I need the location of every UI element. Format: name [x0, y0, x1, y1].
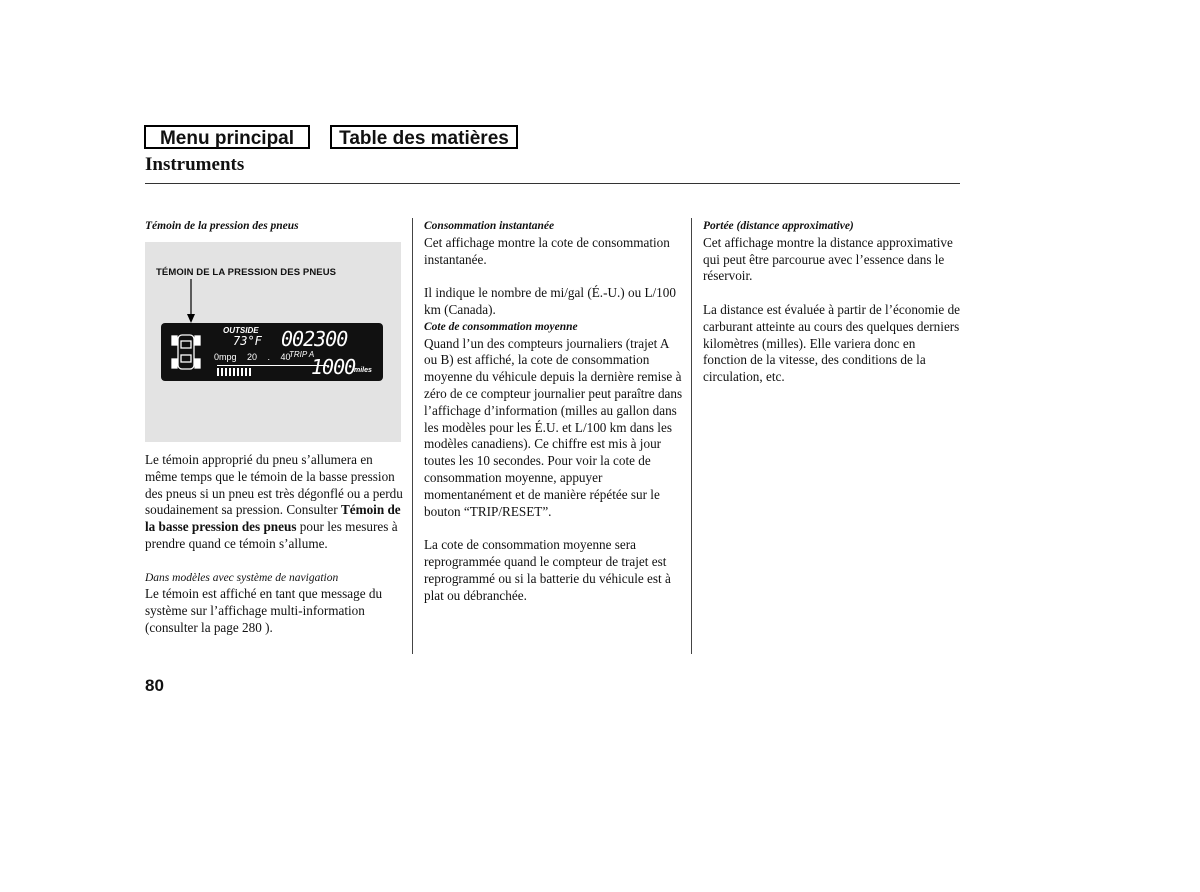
tire-pressure-figure [145, 242, 401, 442]
average-consumption-heading: Cote de consommation moyenne [424, 320, 578, 333]
mpg-scale: 0mpg 20 . 40 [214, 352, 291, 362]
range-p2: La distance est évaluée à partir de l’économie de carburant atteinte au cours des quelques derniers kilomètres (milles). Elle variera donc en fonction de la vitesse, des conditions de la circulation, etc. [703, 301, 961, 385]
trip-readout: 1000 [311, 355, 356, 379]
lcd-display [161, 323, 383, 381]
tire-car-icon [172, 335, 200, 369]
average-consumption-p2: La cote de consommation moyenne sera reprogrammée quand le compteur de trajet est reprogrammé ou si la batterie du véhicule est à plat ou débranchée. [424, 537, 671, 603]
navigation-paragraph: Le témoin est affiché en tant que message du système sur l’affichage multi-information (consulter la page 280 ). [145, 586, 383, 635]
figure-label: TÉMOIN DE LA PRESSION DES PNEUS [156, 267, 337, 278]
trip-unit: miles [354, 367, 372, 374]
tire-paragraph [145, 452, 403, 553]
menu-principal-button[interactable]: Menu principal [144, 125, 310, 149]
instant-consumption-p1: Cet affichage montre la cote de consommation instantanée. [424, 234, 670, 267]
column-divider-1 [412, 218, 413, 654]
table-of-contents-button[interactable]: Table des matières [330, 125, 518, 149]
odometer-readout: 002300 [281, 327, 348, 351]
temperature-readout: 73°F [233, 334, 262, 348]
column-2 [424, 218, 684, 604]
instant-consumption-p2: Il indique le nombre de mi/gal (É.-U.) ou L/100 km (Canada). [424, 285, 676, 317]
outside-label: OUTSIDE [223, 326, 259, 335]
instant-consumption-heading: Consommation instantanée [424, 220, 555, 232]
low-pressure-link-text: Témoin de la basse pression des pneus [145, 502, 401, 535]
column-1 [145, 218, 403, 235]
range-p1: Cet affichage montre la distance approximative qui peut être parcourue avec l’essence dans le réservoir. [703, 234, 953, 284]
tire-pressure-heading: Témoin de la pression des pneus [145, 220, 299, 232]
column-divider-2 [691, 218, 692, 654]
header-divider [145, 183, 960, 184]
column-3 [703, 218, 961, 386]
range-heading: Portée (distance approximative) [703, 220, 854, 232]
average-consumption-p1: Quand l’un des compteurs journaliers (trajet A ou B) est affiché, la cote de consommation moyenne du véhicule depuis la dernière remise à zéro de ce compteur journalier peut paraître dans l’affichage d’information (milles au gallon dans les modèles pour les É.U. et L/100 km dans les modèles canadiens). Ce chiffre est mis à jour toutes les 10 secondes. Pour voir la cote de consommation moyenne, appuyer momentanément et de manière répétée sur le bouton “TRIP/RESET”. [424, 335, 683, 519]
section-title: Instruments [145, 154, 245, 175]
trip-label: TRIP A [289, 350, 315, 359]
navigation-note: Dans modèles avec système de navigation [145, 571, 339, 584]
column-1-text [145, 452, 403, 637]
tire-paragraph-text-b: pour les mesures à prendre quand ce témoin s’allume. [145, 519, 398, 551]
page-number: 80 [145, 676, 164, 695]
tire-paragraph-text-a: Le témoin approprié du pneu s’allumera en même temps que le témoin de la basse pression des pneus si un pneu est très dégonflé ou a perdu soudainement sa pression. Consulter [145, 452, 403, 518]
